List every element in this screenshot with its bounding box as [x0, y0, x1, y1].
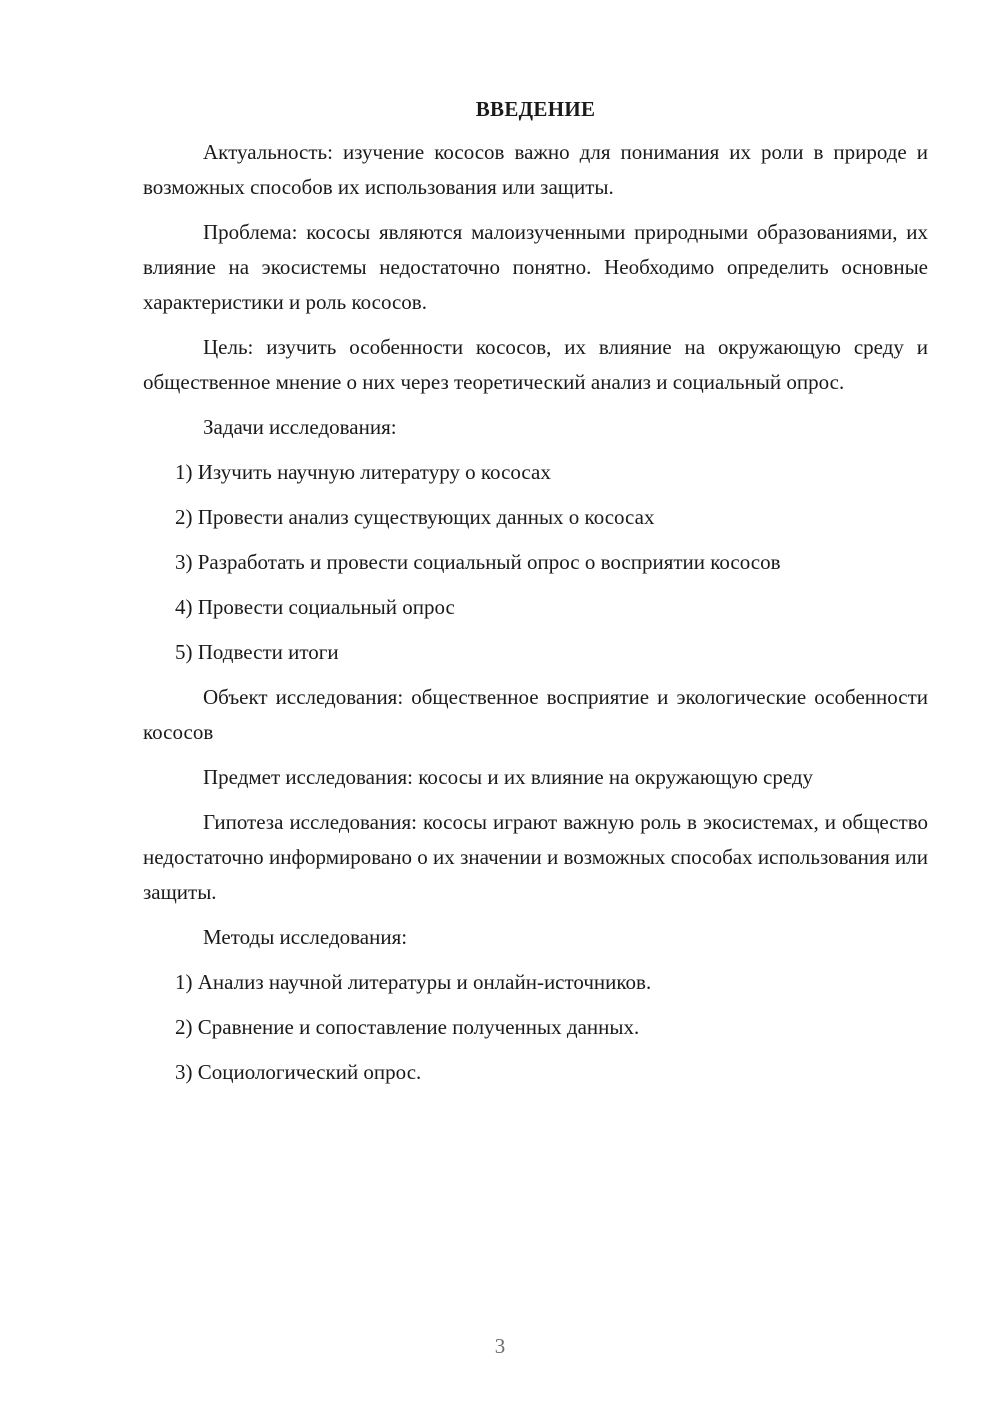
task-item-4: 4) Провести социальный опрос — [175, 595, 455, 619]
document-page — [143, 92, 928, 1100]
problem-paragraph: Проблема: кососы являются малоизученными природными образованиями, их влияние на экосистемы недостаточно понятно. Необходимо определить основные характеристики и роль кососов. — [143, 220, 928, 314]
task-item-2: 2) Провести анализ существующих данных о кососах — [175, 505, 655, 529]
page-number: 3 — [494, 1334, 506, 1358]
goal-paragraph: Цель: изучить особенности кососов, их влияние на окружающую среду и общественное мнение о них через теоретический анализ и социальный опрос. — [143, 335, 928, 394]
task-item-1: 1) Изучить научную литературу о кососах — [175, 460, 551, 484]
task-item-5: 5) Подвести итоги — [175, 640, 339, 664]
method-item-1: 1) Анализ научной литературы и онлайн-источников. — [175, 970, 652, 994]
object-paragraph: Объект исследования: общественное восприятие и экологические особенности кососов — [143, 685, 928, 744]
tasks-heading: Задачи исследования: — [203, 415, 397, 439]
hypothesis-paragraph: Гипотеза исследования: кососы играют важную роль в экосистемах, и общество недостаточно информировано о их значении и возможных способах использования или защиты. — [143, 810, 928, 904]
relevance-paragraph: Актуальность: изучение кососов важно для понимания их роли в природе и возможных способов их использования или защиты. — [143, 140, 928, 199]
method-item-3: 3) Социологический опрос. — [175, 1060, 422, 1084]
subject-paragraph: Предмет исследования: кососы и их влияние на окружающую среду — [203, 765, 814, 789]
page-title: ВВЕДЕНИЕ — [475, 97, 596, 121]
task-item-3: 3) Разработать и провести социальный опрос о восприятии кососов — [175, 550, 781, 574]
method-item-2: 2) Сравнение и сопоставление полученных данных. — [175, 1015, 640, 1039]
methods-heading: Методы исследования: — [203, 925, 408, 949]
